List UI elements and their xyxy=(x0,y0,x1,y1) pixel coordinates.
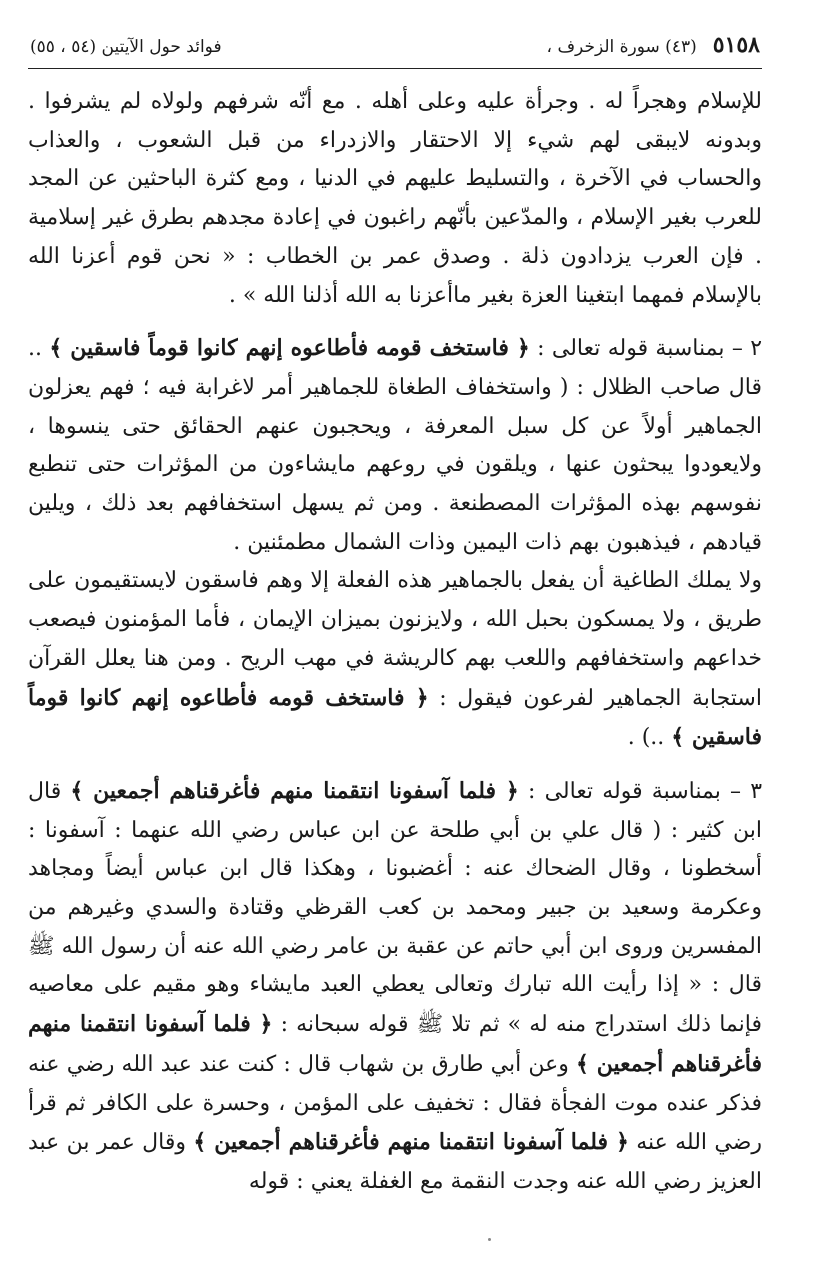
text-run: وعن أبي طارق بن شهاب قال : كنت عند عبد الله رضي عنه فذكر عنده موت الفجأة فقال : تخفيف على المؤمن ، وحسرة على الكافر ثم قرأ رضي الله عنه xyxy=(28,1051,762,1156)
paragraph xyxy=(28,83,762,315)
text-run: ٣ – بمناسبة قوله تعالى : xyxy=(518,778,763,804)
text-run: للإسلام وهجراً له . وجرأة عليه وعلى أهله . مع أنّه شرفهم ولولاه لم يشرفوا . وبدونه لايبقى لهم شيء إلا الاحتقار والازدراء من قبل الشعوب ، والعذاب والحساب في الآخرة ، والتسليط عليهم في الدنيا ، ومع كثرة الباحثين عن المجد للعرب بغير الإسلام ، والمدّعين بأنّهم راغبون في إعادة مجدهم بطرق غير إسلامية . فإن العرب يزدادون ذلة . وصدق عمر بن الخطاب : « نحن قوم أعزنا الله بالإسلام فمهما ابتغينا العزة بغير ماأعزنا به الله أذلنا الله » . xyxy=(28,89,763,308)
quran-verse: ﴿ فاستخف قومه فأطاعوه إنهم كانوا قوماً فاسقين ﴾ xyxy=(49,335,530,362)
running-header xyxy=(28,32,762,69)
page-number: ٥١٥٨ xyxy=(712,32,760,58)
surah-name: (٤٣) سورة الزخرف ، xyxy=(546,37,697,57)
paragraph xyxy=(28,562,762,758)
text-run: ولا يملك الطاغية أن يفعل بالجماهير هذه الفعلة إلا وهم فاسقون لايستقيمون على طريق ، ولا يمسكون بحبل الله ، ولايزنون بميزان الإيمان ، فأما المؤمنون فيصعب خداعهم واستخفافهم واللعب بهم كالريشة في مهب الريح . ومن هنا يعلل القرآن استجابة الجماهير لفرعون فيقول : xyxy=(28,568,762,711)
paragraph xyxy=(28,329,762,562)
section-title: فوائد حول الآيتين (٥٤ ، ٥٥) xyxy=(30,37,222,57)
quran-verse: ﴿ فلما آسفونا انتقمنا منهم فأغرقناهم أجمعين ﴾ xyxy=(193,1129,629,1156)
text-run: .. قال صاحب الظلال : ( واستخفاف الطغاة للجماهير أمر لاغرابة فيه ؛ فهم يعزلون الجماهير أولاً عن كل سبل المعرفة ، ويحجبون عنهم الحقائق حتى ينسوها ، ولايعودوا يبحثون عنها ، ويلقون في روعهم مايشاءون من المؤثرات حتى تنطبع نفوسهم بهذه المؤثرات المصطنعة . ومن ثم يسهل استخفافهم بعد ذلك ، ويلين قيادهم ، فيذهبون بهم ذات اليمين وذات الشمال مطمئنين . xyxy=(28,336,762,555)
header-right-group xyxy=(547,32,760,58)
text-run: وقال عمر بن عبد العزيز رضي الله عنه وجدت النقمة مع الغفلة يعني : قوله xyxy=(28,1130,762,1194)
quran-verse: ﴿ فلما آسفونا انتقمنا منهم فأغرقناهم أجمعين ﴾ xyxy=(28,1011,762,1077)
quran-verse: ﴿ فاستخف قومه فأطاعوه إنهم كانوا قوماً فاسقين ﴾ xyxy=(28,684,762,751)
quran-verse: ﴿ فلما آسفونا انتقمنا منهم فأغرقناهم أجمعين ﴾ xyxy=(70,777,519,804)
page-body xyxy=(28,83,762,1202)
text-run: ٢ – بمناسبة قوله تعالى : xyxy=(529,336,763,362)
paragraph xyxy=(28,772,762,1202)
text-run: قال ابن كثير : ( قال علي بن أبي طلحة عن ابن عباس رضي الله عنهما : آسفونا : أسخطونا ، وقال الضحاك عنه : أغضبونا ، وهكذا قال ابن عباس أيضاً ومجاهد وعكرمة وسعيد بن جبير ومحمد بن كعب القرظي وقتادة والسدي وغيرهم من المفسرين وروى ابن أبي حاتم عن عقبة بن عامر رضي الله عنه أن رسول الله ﷺ قال : « إذا رأيت الله تبارك وتعالى يعطي العبد مايشاء وهو مقيم على معاصيه فإنما ذلك استدراج منه له » ثم تلا ﷺ قوله سبحانه : xyxy=(28,778,762,1038)
text-run: ..) . xyxy=(627,725,672,751)
page-mark xyxy=(488,1238,491,1241)
